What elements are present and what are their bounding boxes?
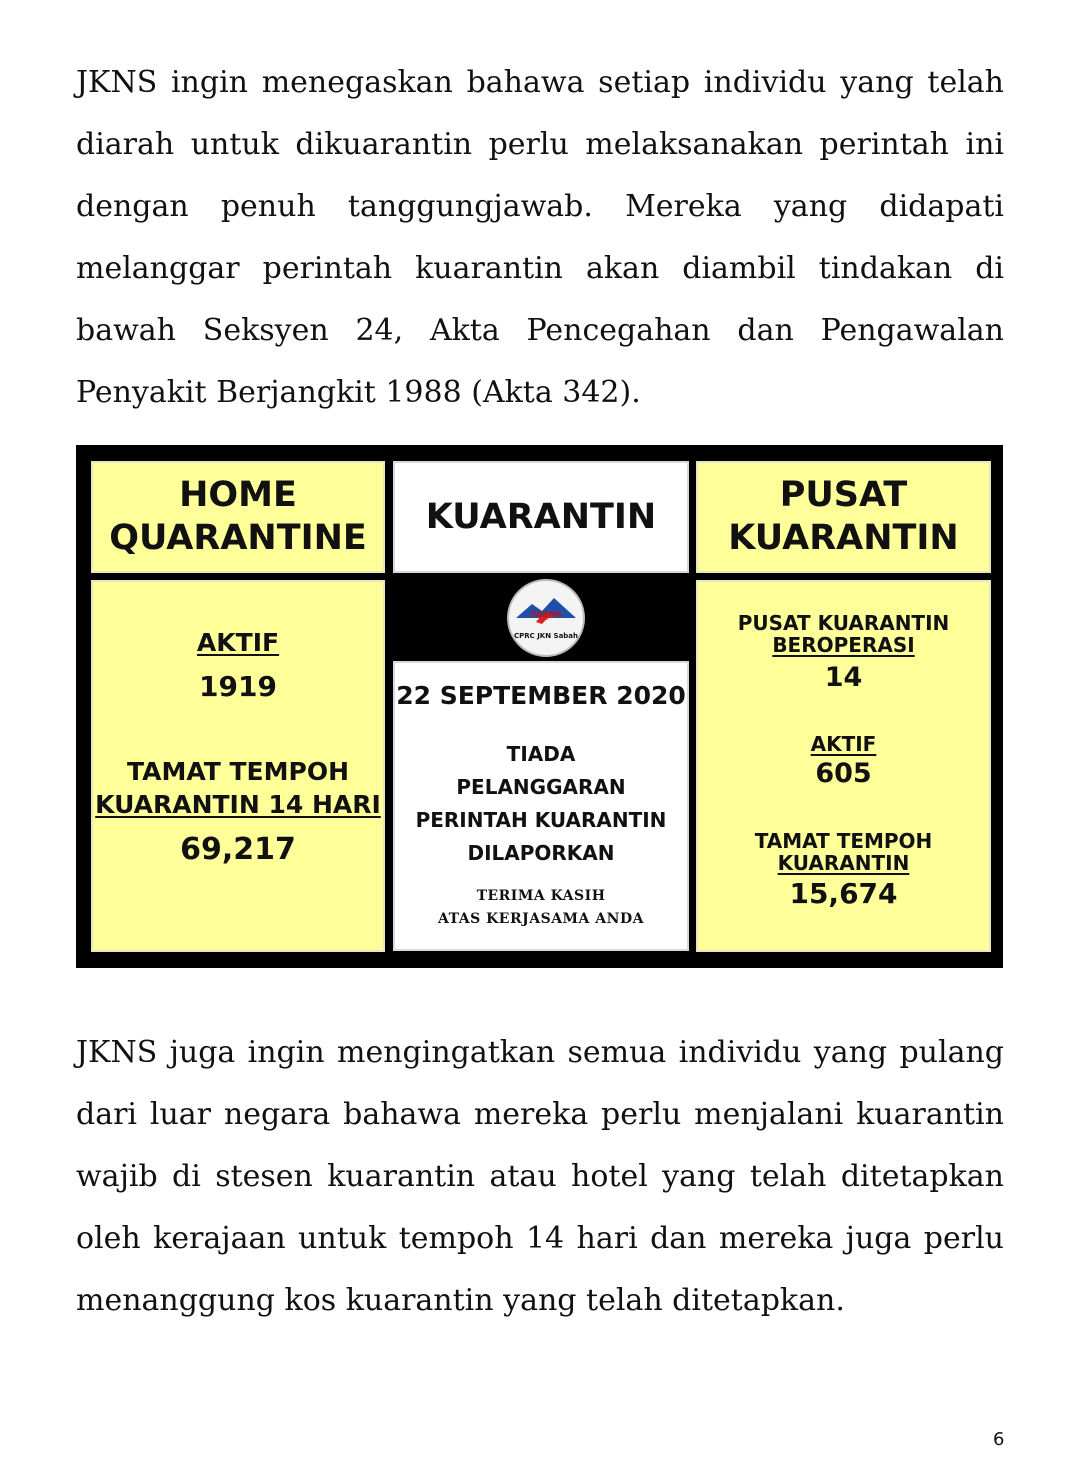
report-date: 22 SEPTEMBER 2020 [396, 681, 686, 710]
logo-cprc-text: CPRC JKN Sabah [513, 632, 579, 640]
pusat-aktif-label: AKTIF [810, 732, 877, 756]
thanks-line2: ATAS KERJASAMA ANDA [438, 911, 644, 927]
quarantine-infographic [76, 445, 1003, 968]
pusat-kuarantin-header [696, 461, 991, 573]
pusat-beroperasi-line2: BEROPERASI [772, 633, 915, 657]
kuarantin-header [393, 461, 689, 573]
center-status-panel [393, 661, 689, 951]
status-line4: DILAPORKAN [467, 841, 615, 865]
pusat-tamat-value: 15,674 [789, 877, 898, 910]
home-aktif-value: 1919 [199, 670, 277, 703]
cprc-jkn-sabah-logo [506, 578, 586, 658]
home-quarantine-title-line1: HOME [179, 475, 297, 515]
pusat-kuarantin-panel [696, 580, 991, 952]
paragraph-travel-reminder: JKNS juga ingin mengingatkan semua individu yang pulang dari luar negara bahawa mereka perlu menjalani kuarantin wajib di stesen kuarantin atau hotel yang telah ditetapkan oleh kerajaan untuk tempoh 14 hari dan mereka juga perlu menanggung kos kuarantin yang telah ditetapkan. [76, 1035, 1004, 1318]
kuarantin-title: KUARANTIN [425, 496, 657, 537]
logo-sabah-text: SABAH [530, 610, 562, 619]
pusat-tamat-line2: KUARANTIN [777, 851, 910, 875]
home-tamat-value: 69,217 [180, 832, 296, 867]
pusat-beroperasi-value: 14 [824, 662, 863, 693]
home-quarantine-panel [91, 580, 385, 952]
paragraph-quarantine-warning: JKNS ingin menegaskan bahawa setiap individu yang telah diarah untuk dikuarantin perlu melaksanakan perintah ini dengan penuh tanggungjawab. Mereka yang didapati melanggar perintah kuarantin akan diambil tindakan di bawah Seksyen 24, Akta Pencegahan dan Pengawalan Penyakit Berjangkit 1988 (Akta 342). [76, 65, 1004, 410]
thanks-line1: TERIMA KASIH [476, 888, 606, 904]
status-line2: PELANGGARAN [456, 775, 626, 799]
page-number: 6 [993, 1429, 1005, 1450]
home-quarantine-title-line2: QUARANTINE [109, 518, 367, 558]
status-line1: TIADA [506, 742, 576, 766]
pusat-beroperasi-line1: PUSAT KUARANTIN [737, 611, 950, 635]
status-line3: PERINTAH KUARANTIN [415, 808, 667, 832]
pusat-aktif-value: 605 [815, 758, 872, 789]
home-tamat-line2: KUARANTIN 14 HARI [95, 790, 381, 819]
home-tamat-line1: TAMAT TEMPOH [126, 757, 349, 786]
pusat-kuarantin-title-line1: PUSAT [779, 475, 908, 515]
pusat-kuarantin-title-line2: KUARANTIN [728, 518, 959, 558]
home-aktif-label: AKTIF [196, 628, 280, 657]
pusat-tamat-line1: TAMAT TEMPOH [754, 829, 933, 853]
home-quarantine-header [91, 461, 385, 573]
